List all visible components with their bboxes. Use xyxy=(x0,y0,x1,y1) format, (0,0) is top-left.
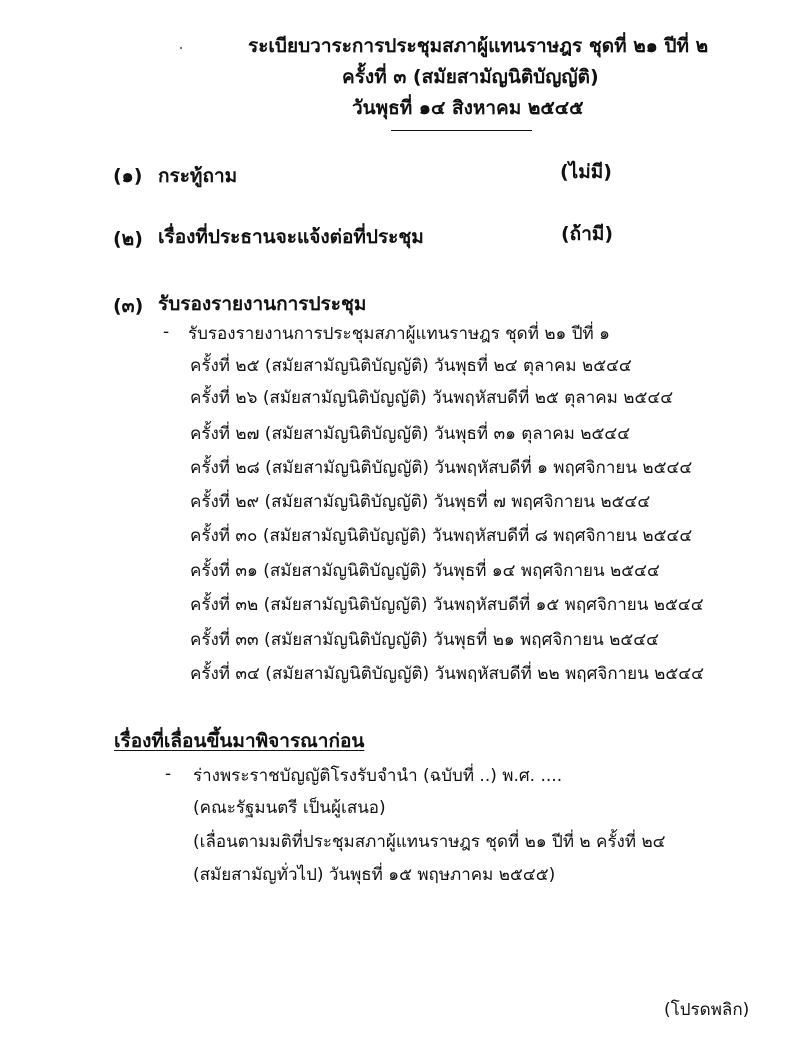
minutes-line: ครั้งที่ ๓๐ (สมัยสามัญนิติบัญญัติ) วันพฤหัสบดีที่ ๘ พฤศจิกายน ๒๕๔๔ xyxy=(190,526,693,546)
minutes-line: ครั้งที่ ๒๘ (สมัยสามัญนิติบัญญัติ) วันพฤหัสบดีที่ ๑ พฤศจิกายน ๒๕๔๔ xyxy=(190,458,693,478)
minutes-line: ครั้งที่ ๒๖ (สมัยสามัญนิติบัญญัติ) วันพฤหัสบดีที่ ๒๕ ตุลาคม ๒๕๔๔ xyxy=(190,388,674,408)
minutes-line: ครั้งที่ ๒๕ (สมัยสามัญนิติบัญญัติ) วันพุธที่ ๒๔ ตุลาคม ๒๕๔๔ xyxy=(190,356,632,376)
moved-section-heading: เรื่องที่เลื่อนขึ้นมาพิจารณาก่อน xyxy=(114,730,365,752)
item-2-note: (ถ้ามี) xyxy=(561,223,614,245)
bill-proposer: (คณะรัฐมนตรี เป็นผู้เสนอ) xyxy=(193,798,386,818)
agenda-title: ระเบียบวาระการประชุมสภาผู้แทนราษฎร ชุดที่ ๒๑ ปีที่ ๒ xyxy=(248,35,709,57)
item-2-title: เรื่องที่ประธานจะแจ้งต่อที่ประชุม xyxy=(158,226,424,248)
bill-title: ร่างพระราชบัญญัติโรงรับจำนำ (ฉบับที่ ..) พ.ศ. .... xyxy=(193,766,563,786)
minutes-line: ครั้งที่ ๒๙ (สมัยสามัญนิติบัญญัติ) วันพุธที่ ๗ พฤศจิกายน ๒๕๔๔ xyxy=(190,492,651,512)
minutes-line: ครั้งที่ ๓๔ (สมัยสามัญนิติบัญญัติ) วันพฤหัสบดีที่ ๒๒ พฤศจิกายน ๒๕๔๔ xyxy=(190,664,704,684)
session-number: ครั้งที่ ๓ (สมัยสามัญนิติบัญญัติ) xyxy=(342,66,599,88)
minutes-line: ครั้งที่ ๒๗ (สมัยสามัญนิติบัญญัติ) วันพุธที่ ๓๑ ตุลาคม ๒๕๔๔ xyxy=(190,424,631,444)
turn-over-note: (โปรดพลิก) xyxy=(664,1000,750,1020)
title-divider xyxy=(391,130,532,131)
bill-resolution: (เลื่อนตามมติที่ประชุมสภาผู้แทนราษฎร ชุดที่ ๒๑ ปีที่ ๒ ครั้งที่ ๒๔ xyxy=(193,832,666,852)
minutes-intro: รับรองรายงานการประชุมสภาผู้แทนราษฎร ชุดที่ ๒๑ ปีที่ ๑ xyxy=(188,324,610,344)
item-1-note: (ไม่มี) xyxy=(560,161,612,183)
bill-resolution-date: (สมัยสามัญทั่วไป) วันพุธที่ ๑๕ พฤษภาคม ๒๕๔๕) xyxy=(193,865,556,885)
item-3-title: รับรองรายงานการประชุม xyxy=(158,293,367,315)
minutes-line: ครั้งที่ ๓๑ (สมัยสามัญนิติบัญญัติ) วันพุธที่ ๑๔ พฤศจิกายน ๒๕๔๔ xyxy=(190,561,660,581)
item-1-title: กระทู้ถาม xyxy=(158,165,238,187)
item-3-number: (๓) xyxy=(113,295,144,317)
bill-dash: - xyxy=(165,764,172,784)
minutes-dash: - xyxy=(163,322,170,342)
session-date: วันพุธที่ ๑๔ สิงหาคม ๒๕๔๕ xyxy=(352,97,584,119)
scan-speck xyxy=(180,47,182,49)
item-1-number: (๑) xyxy=(113,165,143,187)
minutes-line: ครั้งที่ ๓๓ (สมัยสามัญนิติบัญญัติ) วันพุธที่ ๒๑ พฤศจิกายน ๒๕๔๔ xyxy=(190,630,659,650)
minutes-line: ครั้งที่ ๓๒ (สมัยสามัญนิติบัญญัติ) วันพฤหัสบดีที่ ๑๕ พฤศจิกายน ๒๕๔๔ xyxy=(190,595,704,615)
item-2-number: (๒) xyxy=(113,228,143,250)
